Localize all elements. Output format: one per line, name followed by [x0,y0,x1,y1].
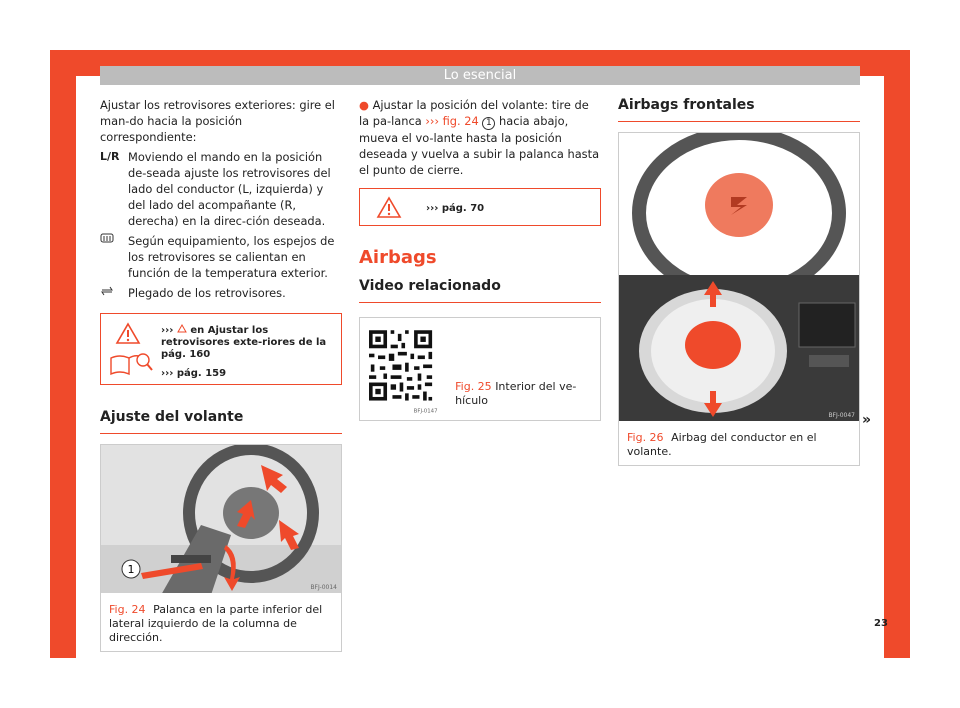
figure-25-caption: Fig. 25 Interior del ve-hículo [455,380,577,407]
book-reference[interactable]: ››› pág. 159 [161,368,227,379]
continue-marker: » [862,412,872,428]
heating-item [100,233,342,281]
airbag-illustration [619,133,859,421]
section-title-frontal-airbags: Airbags frontales [618,97,860,122]
figure-25-tag: BFJ-0147 [413,408,438,415]
lr-key: L/R [100,150,120,163]
lr-item [100,149,342,229]
figure-reference-link[interactable]: ››› fig. 24 [425,114,479,128]
column-1 [100,97,342,652]
warning-link[interactable]: ››› en Ajustar los retrovisores exte-riores de la pág. 160 [161,325,327,360]
lr-text: Moviendo el mando en la posición de-seada ajuste los retrovisores del lado del conductor (L, izquierda) y del lado del acompañante (R, derecha) en la direc-ción deseada. [128,150,331,228]
warning-page-link[interactable]: ››› pág. 70 [426,203,485,214]
steering-instruction: ● Ajustar la posición del volante: tire de la pa-lanca ››› fig. 24 1 hacia abajo, mueva el vo-lante hasta la posición deseada y vuelva a subir la palanca hasta el punto de cierre. [359,98,600,177]
figure-26-caption: Fig. 26 Airbag del conductor en el volante. [627,431,817,458]
column-3 [618,97,860,466]
figure-24-caption: Fig. 24 Palanca en la parte inferior del lateral izquierdo de la columna de dirección. [109,603,323,644]
figure-25 [359,317,601,421]
column-2 [359,97,601,421]
video-title: Video relacionado [359,278,601,303]
callout-circle: 1 [482,117,495,130]
warning-triangle-icon [376,196,402,219]
small-warning-icon [177,324,187,333]
running-header: Lo esencial [100,66,860,85]
mirror-intro: Ajustar los retrovisores exteriores: gire el man-do hacia la posición correspondiente: [100,98,335,144]
warning-triangle-icon [115,322,141,345]
callout-1: 1 [127,563,135,576]
heating-text: Según equipamiento, los espejos de los retrovisores se calientan en función de la temperatura exterior. [128,234,335,280]
warning-box [100,313,342,385]
mirror-fold-icon [100,285,128,301]
book-magnifier-icon [107,350,155,378]
section-title-airbags: Airbags [359,247,437,268]
qr-code-icon[interactable] [360,318,441,420]
steering-illustration [101,445,341,593]
mirror-heating-icon [100,233,128,281]
fold-text: Plegado de los retrovisores. [128,286,286,300]
figure-24-tag: BFJ-0014 [310,584,337,591]
figure-26-tag: BFJ-0047 [828,412,855,419]
section-title-steering: Ajuste del volante [100,409,342,434]
page-number: 23 [874,618,888,629]
warning-box-2 [359,188,601,226]
figure-26 [618,132,860,466]
figure-24 [100,444,342,652]
fold-item [100,285,342,301]
